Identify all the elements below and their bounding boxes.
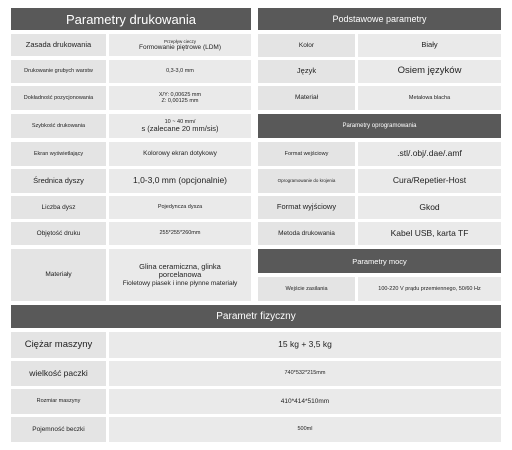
pojemnosc-value: 500ml xyxy=(109,417,501,442)
zasada-value-line2: Formowanie piętrowe (LDM) xyxy=(139,43,221,51)
format-wyjsciowy-value: Gkod xyxy=(358,196,501,219)
jezyk-value: Osiem języków xyxy=(358,60,501,83)
materialy-line1: Glina ceramiczna, glinka xyxy=(139,261,221,271)
materialy-value xyxy=(109,249,251,301)
materialy-line3: Fioletowy piasek i inne płynne materiały xyxy=(122,279,238,287)
dokladnosc-xy: X/Y: 0,00625 mm xyxy=(158,91,202,98)
grube-warstwy-label: Drukowanie grubych warstw xyxy=(11,60,106,83)
ekran-label: Ekran wyświetlający xyxy=(11,142,106,166)
liczba-dysz-value: Pojedyncza dysza xyxy=(109,196,251,219)
objetosc-value: 255*255*260mm xyxy=(109,222,251,245)
printing-params-header: Parametry drukowania xyxy=(11,8,251,30)
srednica-label: Średnica dyszy xyxy=(11,169,106,193)
basic-params-header: Podstawowe parametry xyxy=(258,8,501,30)
zasilanie-label: Wejście zasilania xyxy=(258,277,355,301)
paczka-label: wielkość paczki xyxy=(11,361,106,386)
materialy-line2: porcelanowa xyxy=(158,270,202,280)
objetosc-label: Objętość druku xyxy=(11,222,106,245)
metoda-value: Kabel USB, karta TF xyxy=(358,222,501,245)
power-params-header: Parametry mocy xyxy=(258,249,501,273)
kolor-value: Biały xyxy=(358,34,501,57)
zasada-label: Zasada drukowania xyxy=(11,34,106,56)
rozmiar-value: 410*414*510mm xyxy=(109,389,501,414)
jezyk-label: Język xyxy=(258,60,355,83)
zasada-value xyxy=(109,34,251,56)
material-label: Materiał xyxy=(258,86,355,110)
grube-warstwy-value: 0,3-3,0 mm xyxy=(109,60,251,83)
szybkosc-line1: 10 ~ 40 mm/ xyxy=(164,118,196,125)
paczka-value: 740*532*215mm xyxy=(109,361,501,386)
pojemnosc-label: Pojemność beczki xyxy=(11,417,106,442)
metoda-label: Metoda drukowania xyxy=(258,222,355,245)
liczba-dysz-label: Liczba dysz xyxy=(11,196,106,219)
ciezar-value: 15 kg + 3,5 kg xyxy=(109,332,501,358)
dokladnosc-value xyxy=(109,86,251,110)
material-value: Metalowa blacha xyxy=(358,86,501,110)
zasada-value-line1: Przepływ cieczy xyxy=(163,38,196,44)
rozmiar-label: Rozmiar maszyny xyxy=(11,389,106,414)
format-wejsciowy-label: Format wejściowy xyxy=(258,142,355,166)
materialy-label: Materiały xyxy=(11,249,106,301)
szybkosc-line2: s (zalecane 20 mm/sis) xyxy=(141,123,219,133)
zasilanie-value: 100-220 V prądu przemiennego, 50/60 Hz xyxy=(358,277,501,301)
ekran-value: Kolorowy ekran dotykowy xyxy=(109,142,251,166)
srednica-value: 1,0-3,0 mm (opcjonalnie) xyxy=(109,169,251,193)
dokladnosc-label: Dokładność pozycjonowania xyxy=(11,86,106,110)
software-params-header: Parametry oprogramowania xyxy=(258,114,501,138)
physical-params-header: Parametr fizyczny xyxy=(11,305,501,328)
krojenie-label: Oprogramowanie do krojenia xyxy=(258,169,355,193)
szybkosc-value xyxy=(109,114,251,138)
ciezar-label: Ciężar maszyny xyxy=(11,332,106,358)
szybkosc-label: Szybkość drukowania xyxy=(11,114,106,138)
format-wyjsciowy-label: Format wyjściowy xyxy=(258,196,355,219)
krojenie-value: Cura/Repetier-Host xyxy=(358,169,501,193)
kolor-label: Kolor xyxy=(258,34,355,57)
format-wejsciowy-value: .stl/.obj/.dae/.amf xyxy=(358,142,501,166)
dokladnosc-z: Z: 0,00125 mm xyxy=(161,98,199,104)
